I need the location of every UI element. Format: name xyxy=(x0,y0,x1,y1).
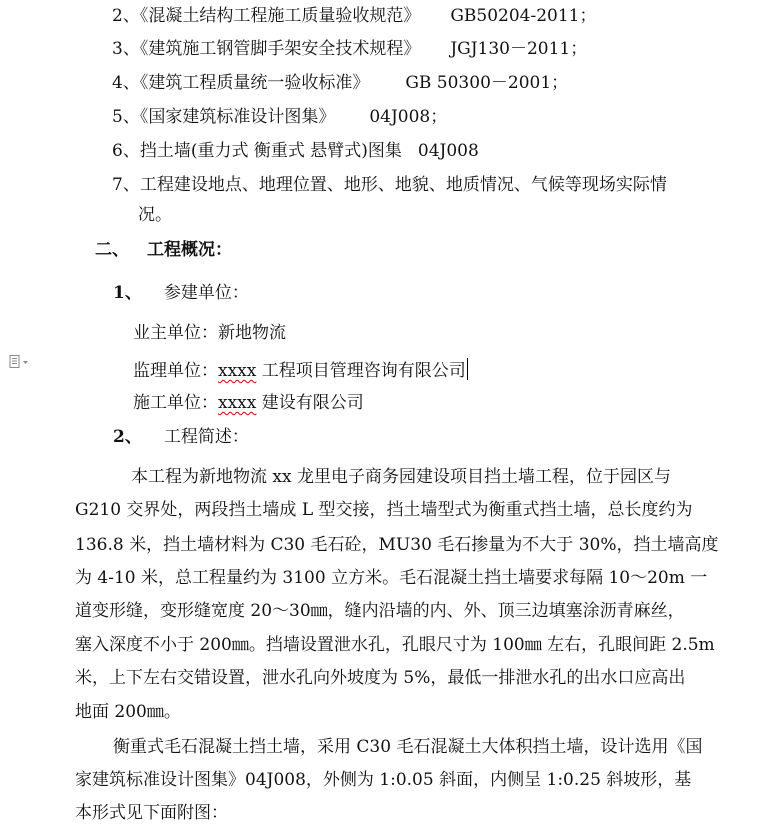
paragraph-line: G210 交界处，两段挡土墙成 L 型交接，挡土墙型式为衡重式挡土墙，总长度约为 xyxy=(75,500,693,520)
subsection-heading: 2、 工程简述： xyxy=(113,427,249,447)
subsection-heading: 1、 参建单位： xyxy=(113,283,249,303)
reference-item: 7、工程建设地点、地理位置、地形、地貌、地质情况、气候等现场实际情 xyxy=(112,175,667,195)
paragraph-line: 地面 200㎜。 xyxy=(75,702,181,722)
paragraph-line: 为 4-10 米，总工程量约为 3100 立方米。毛石混凝土挡土墙要求每隔 10～20m 一 xyxy=(75,568,708,588)
text-cursor xyxy=(467,358,468,380)
paragraph-line: 136.8 米，挡土墙材料为 C30 毛石砼，MU30 毛石掺量为不大于 30%，挡土墙高度 xyxy=(75,535,719,555)
reference-item: 4、《建筑工程质量统一验收标准》 GB 50300－2001； xyxy=(112,73,569,93)
reference-item: 2、《混凝土结构工程施工质量验收规范》 GB50204-2011； xyxy=(112,6,597,26)
paragraph-line: 塞入深度不小于 200㎜。挡墙设置泄水孔，孔眼尺寸为 100㎜ 左右，孔眼间距 2.5m xyxy=(75,635,715,655)
paragraph-line: 家建筑标准设计图集》04J008，外侧为 1:0.05 斜面，内侧呈 1:0.25 斜坡形，基 xyxy=(75,770,692,790)
reference-item: 6、挡土墙(重力式 衡重式 悬臂式)图集 04J008 xyxy=(112,141,479,161)
paragraph-line: 米，上下左右交错设置，泄水孔向外坡度为 5%，最低一排泄水孔的出水口应高出 xyxy=(75,668,686,688)
paragraph-line: 本工程为新地物流 xx 龙里电子商务园建设项目挡土墙工程，位于园区与 xyxy=(131,467,671,487)
builder-unit: 施工单位：xxxx 建设有限公司 xyxy=(133,393,364,413)
reference-item: 3、《建筑施工钢管脚手架安全技术规程》 JGJ130－2011； xyxy=(112,39,588,59)
paragraph-line: 本形式见下面附图： xyxy=(75,803,228,823)
section-heading: 二、 工程概况： xyxy=(95,240,232,260)
spellcheck-word: xxxx xyxy=(218,361,257,381)
reference-item-continuation: 况。 xyxy=(138,205,172,225)
paragraph-line: 衡重式毛石混凝土挡土墙，采用 C30 毛石混凝土大体积挡土墙，设计选用《国 xyxy=(113,737,703,757)
owner-unit: 业主单位：新地物流 xyxy=(133,323,286,343)
supervisor-unit[interactable]: 监理单位：xxxx 工程项目管理咨询有限公司 xyxy=(133,358,468,381)
reference-item: 5、《国家建筑标准设计图集》 04J008； xyxy=(112,107,448,127)
paragraph-line: 道变形缝，变形缝宽度 20～30㎜，缝内沿墙的内、外、顶三边填塞涂沥青麻丝， xyxy=(75,601,685,621)
paragraph-options-icon[interactable] xyxy=(9,355,35,369)
spellcheck-word: xxxx xyxy=(218,393,257,413)
